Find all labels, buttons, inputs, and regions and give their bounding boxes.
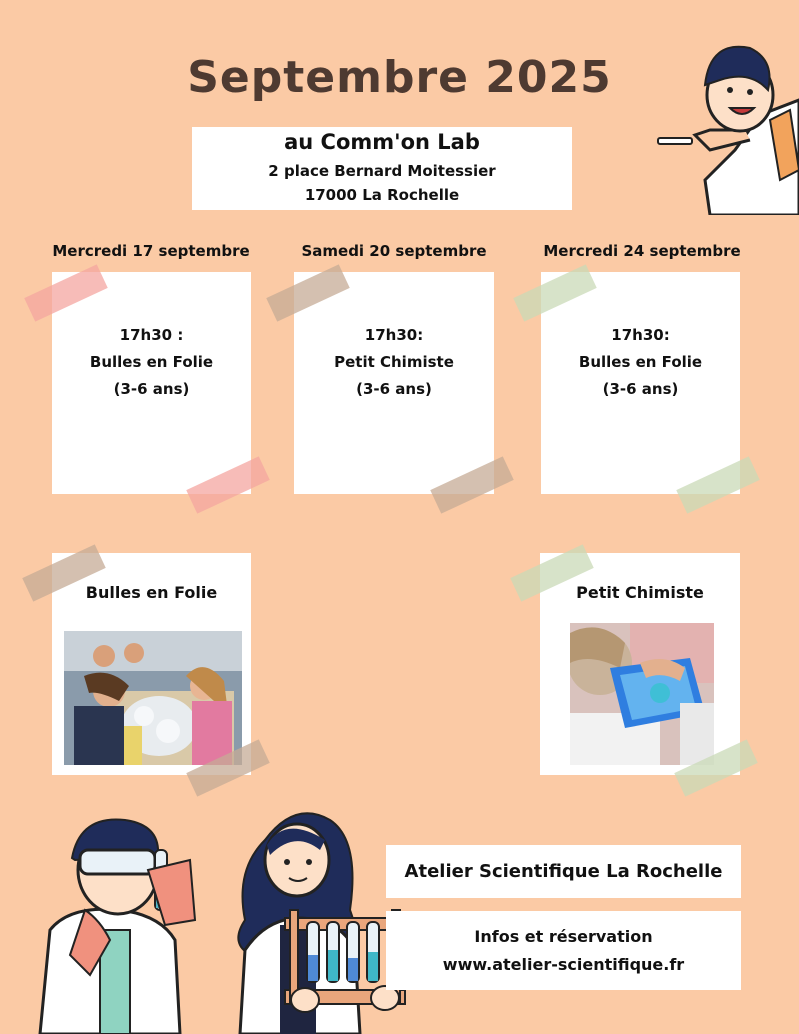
scientist-goggles-illustration	[30, 810, 210, 1034]
event-age: (3-6 ans)	[602, 380, 679, 398]
scientist-chalk-illustration	[650, 30, 799, 215]
photo-card-2	[540, 553, 740, 775]
event-time: 17h30 :	[119, 326, 184, 344]
event-age: (3-6 ans)	[356, 380, 432, 398]
event-activity: Bulles en Folie	[578, 353, 703, 371]
photo-card-title: Bulles en Folie	[85, 583, 218, 602]
brand-name: Atelier Scientifique La Rochelle	[404, 861, 723, 882]
event-card-1	[52, 272, 251, 494]
photo-card-title: Petit Chimiste	[576, 583, 704, 602]
event-age: (3-6 ans)	[113, 380, 190, 398]
event-time: 17h30:	[364, 326, 424, 344]
brand-banner	[386, 845, 741, 898]
info-banner	[386, 911, 741, 990]
bubbles-activity-photo	[64, 631, 242, 765]
event-activity: Petit Chimiste	[334, 353, 454, 371]
chemist-activity-photo	[570, 623, 714, 765]
event-card-2	[294, 272, 494, 494]
venue-box	[192, 127, 572, 210]
event-time: 17h30:	[611, 326, 670, 344]
day-header-3: Mercredi 24 septembre	[543, 242, 741, 260]
event-card-3	[541, 272, 740, 494]
day-header-1: Mercredi 17 septembre	[52, 242, 250, 260]
day-header-2: Samedi 20 septembre	[301, 242, 487, 260]
venue-street: 2 place Bernard Moitessier	[268, 162, 496, 180]
page-title: Septembre 2025	[187, 52, 612, 103]
photo-card-1	[52, 553, 251, 775]
venue-city: 17000 La Rochelle	[304, 186, 460, 204]
website-link[interactable]: www.atelier-scientifique.fr	[442, 955, 685, 974]
venue-name: au Comm'on Lab	[284, 130, 480, 154]
event-activity: Bulles en Folie	[89, 353, 214, 371]
info-label: Infos et réservation	[474, 927, 653, 946]
